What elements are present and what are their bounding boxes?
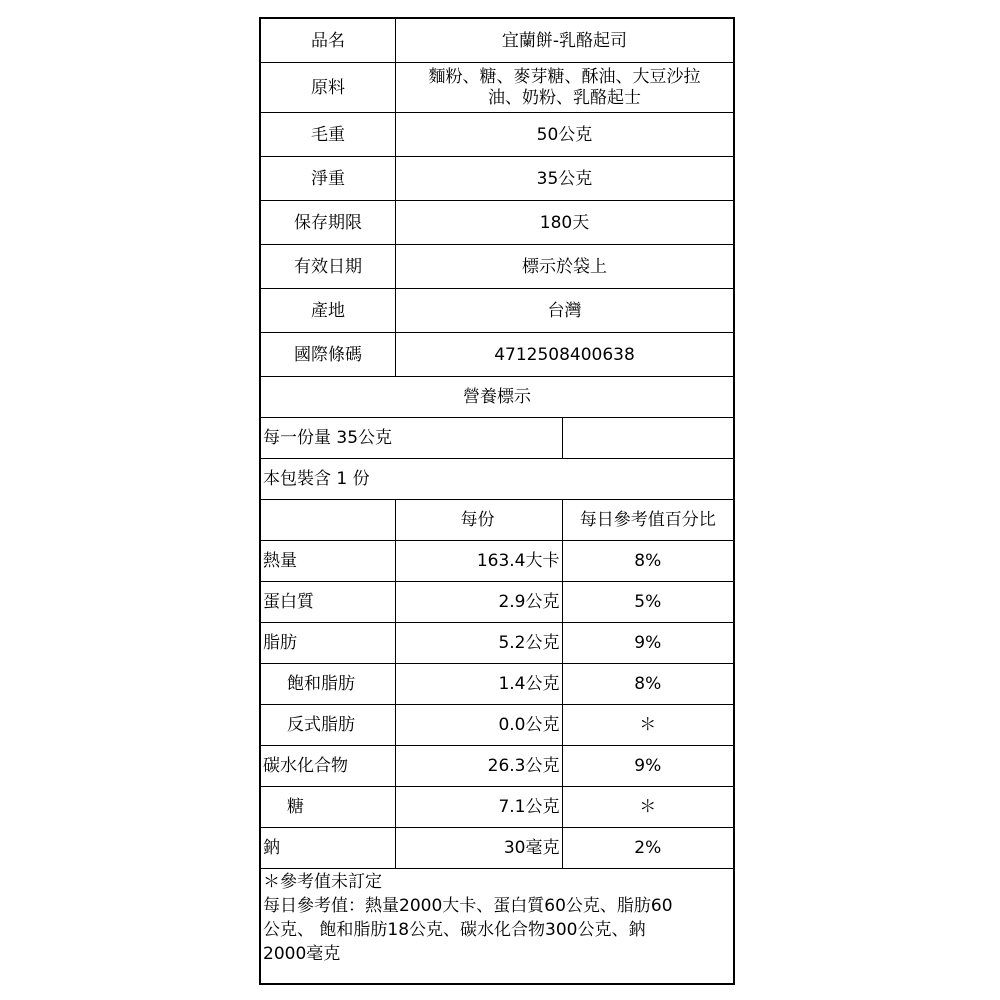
per-serving-header: 每份 [395,500,562,541]
nutrient-row-sodium [261,828,733,869]
nutrient-amount: 5.2公克 [395,623,562,664]
product-info-table [261,19,733,377]
nutrient-row-saturated-fat [261,664,733,705]
nutrient-amount: 1.4公克 [395,664,562,705]
nutrition-header-row [261,500,733,541]
nutrient-name: 糖 [261,787,395,828]
info-row-shelf-life [261,201,733,245]
nutrient-amount: 0.0公克 [395,705,562,746]
nutrient-amount: 26.3公克 [395,746,562,787]
info-row-name [261,19,733,63]
nutrient-row-protein [261,582,733,623]
info-value: 50公克 [396,113,734,157]
info-value-ingredients [396,63,734,113]
nutrient-daily-value: 8% [562,664,733,705]
nutrient-row-trans-fat [261,705,733,746]
info-value: 標示於袋上 [396,245,734,289]
nutrient-row-energy [261,541,733,582]
info-row-expiry [261,245,733,289]
info-row-gross-weight [261,113,733,157]
nutrient-daily-value: ＊ [562,705,733,746]
nutrient-name: 鈉 [261,828,395,869]
nutrient-daily-value: 9% [562,623,733,664]
nutrient-amount: 30毫克 [395,828,562,869]
nutrient-daily-value: 9% [562,746,733,787]
nutrition-title-row [261,377,733,418]
nutrition-table [261,377,733,985]
nutrient-name: 熱量 [261,541,395,582]
info-value: 宜蘭餅-乳酪起司 [396,19,734,63]
nutrient-row-fat [261,623,733,664]
footnote-line: 每日參考值：熱量2000大卡、蛋白質60公克、脂肪60 [263,896,673,916]
info-value: 180天 [396,201,734,245]
nutrient-daily-value: 8% [562,541,733,582]
nutrient-name: 碳水化合物 [261,746,395,787]
product-label-sheet [259,17,735,985]
ingredients-line: 麵粉、糖、麥芽糖、酥油、大豆沙拉 [428,66,701,87]
footnote-line: 2000毫克 [263,944,341,964]
ingredients-line: 油、奶粉、乳酪起士 [488,87,641,108]
info-value: 4712508400638 [396,333,734,377]
info-row-net-weight [261,157,733,201]
info-label: 品名 [261,19,396,63]
info-value: 35公克 [396,157,734,201]
nutrient-daily-value: 2% [562,828,733,869]
info-label: 國際條碼 [261,333,396,377]
nutrient-row-carbohydrate [261,746,733,787]
info-value: 台灣 [396,289,734,333]
nutrient-amount: 163.4大卡 [395,541,562,582]
info-label: 淨重 [261,157,396,201]
serving-size: 每一份量 35公克 [261,418,562,459]
info-row-ingredients [261,63,733,113]
servings-per-package: 本包裝含 1 份 [261,459,733,500]
nutrient-name: 飽和脂肪 [261,664,395,705]
nutrient-amount: 2.9公克 [395,582,562,623]
info-row-barcode [261,333,733,377]
daily-value-header: 每日參考值百分比 [562,500,733,541]
nutrient-daily-value: 5% [562,582,733,623]
serving-size-row [261,418,733,459]
empty-cell [261,500,395,541]
nutrient-name: 反式脂肪 [261,705,395,746]
nutrient-name: 脂肪 [261,623,395,664]
empty-cell [562,418,733,459]
info-row-origin [261,289,733,333]
info-label: 產地 [261,289,396,333]
info-label: 有效日期 [261,245,396,289]
nutrient-name: 蛋白質 [261,582,395,623]
nutrient-daily-value: ＊ [562,787,733,828]
footnote-line: ＊參考值未訂定 [263,872,382,892]
nutrition-title: 營養標示 [261,377,733,418]
nutrient-row-sugar [261,787,733,828]
info-label: 保存期限 [261,201,396,245]
info-label: 原料 [261,63,396,113]
footnote [261,869,733,986]
nutrient-amount: 7.1公克 [395,787,562,828]
servings-per-package-row [261,459,733,500]
footnote-row [261,869,733,986]
info-label: 毛重 [261,113,396,157]
footnote-line: 公克、 飽和脂肪18公克、碳水化合物300公克、鈉 [263,920,646,940]
